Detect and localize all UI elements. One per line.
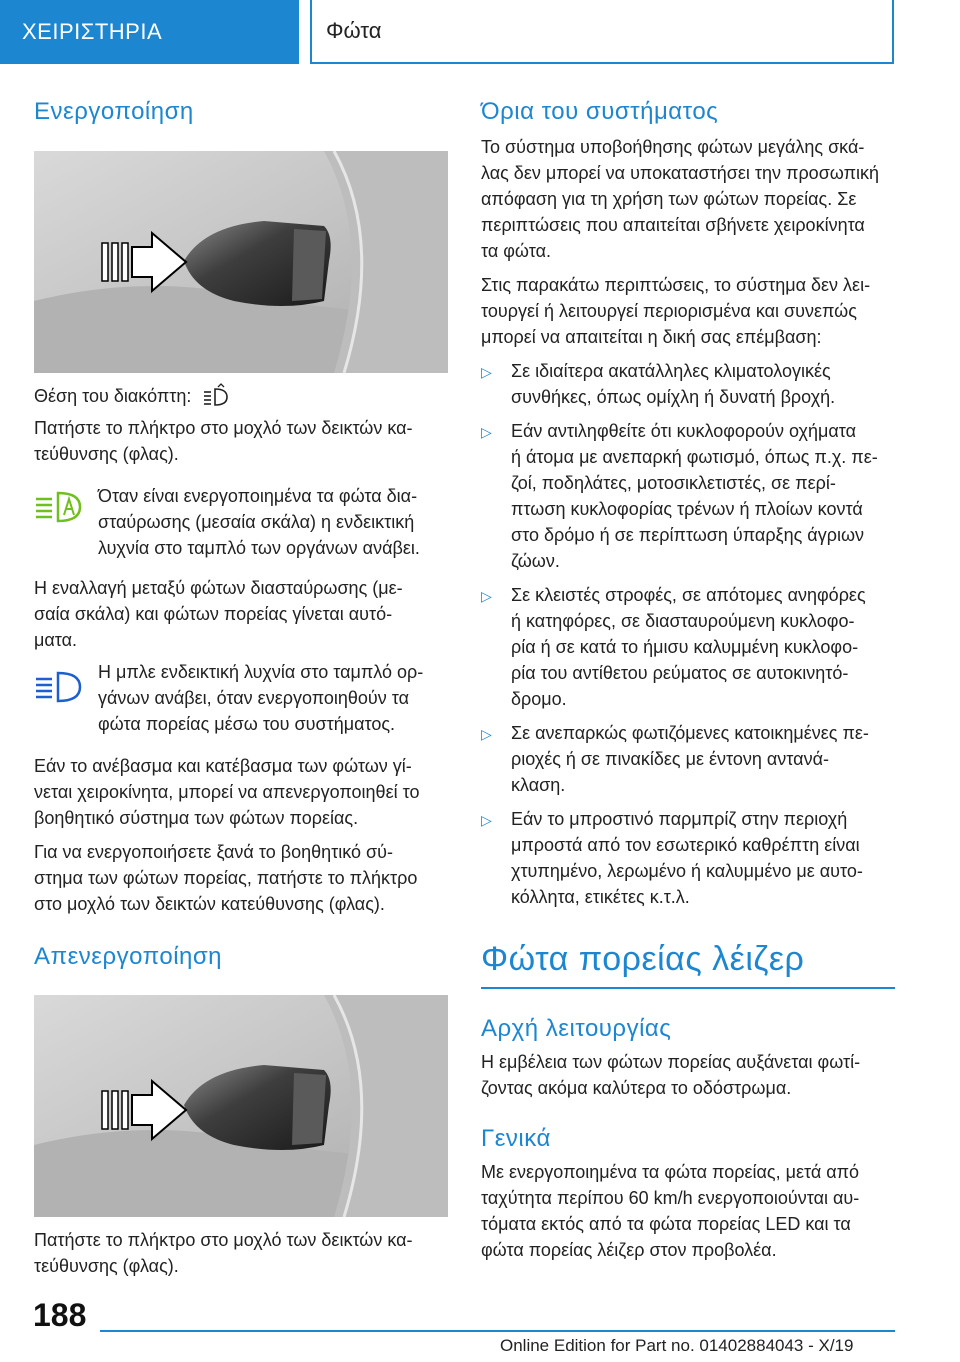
heading-system-limits: Όρια του συστήματος	[481, 98, 719, 125]
bullet-triangle-icon: ▷	[481, 812, 492, 828]
note-low-beam: Όταν είναι ενεργοποιημένα τα φώτα δια- σταύρωσης (μεσαία σκάλα) η ενδεικτική λυχνία στο ταμπλό των οργάνων ανάβει.	[34, 483, 448, 561]
list-item: ▷ Σε κλειστές στροφές, σε απότομες ανηφόρες ή κατηφόρες, σε διασταυρούμενη κυκλοφο- ρία ή σε κατά το ήμισυ καλυμμένη κυκλοφο- ρία του αντίθετου ρεύματος σε αυτοκινητό- δρομο.	[481, 582, 895, 712]
right-column	[481, 98, 895, 1263]
high-beam-indicator-icon	[34, 667, 84, 709]
list-item: ▷ Σε ιδιαίτερα ακατάλληλες κλιματολογικές συνθήκες, όπως ομίχλη ή δυνατή βροχή.	[481, 358, 895, 410]
lever-illustration	[34, 995, 448, 1217]
left-column	[34, 98, 448, 1279]
switch-position-text: Θέση του διακόπτη:	[34, 383, 448, 409]
press-button-text-2: Πατήστε το πλήκτρο στο μοχλό των δεικτών κα- τεύθυνσης (φλας).	[34, 1230, 413, 1276]
chapter-title: Φώτα	[326, 18, 382, 43]
chapter-tab	[310, 0, 894, 64]
heading-principle: Αρχή λειτουργίας	[481, 1015, 672, 1042]
general-text: Με ενεργοποιημένα τα φώτα πορείας, μετά από ταχύτητα περίπου 60 km/h ενεργοποιούνται αυ- τόματα εκτός από τα φώτα πορείας LED και τα φώτα πορείας λέιζερ στον προβολέα.	[481, 1162, 860, 1260]
section-tab	[0, 0, 299, 64]
heading-rule	[481, 987, 895, 989]
footer-rule	[100, 1330, 895, 1332]
section-title: ΧΕΙΡΙΣΤΗΡΙΑ	[22, 19, 163, 44]
high-beam-assistant-indicator-icon	[34, 487, 84, 529]
list-item: ▷ Εάν το μπροστινό παρμπρίζ στην περιοχή μπροστά από τον εσωτερικό καθρέπτη είναι χτυπημένο, λερωμένο ή καλυμμένο με αυτο- κόλλητα, ετικέτες κ.τ.λ.	[481, 806, 895, 910]
principle-text: Η εμβέλεια των φώτων πορείας αυξάνεται φωτί- ζοντας ακόμα καλύτερα το οδόστρωμα.	[481, 1052, 861, 1098]
limits-text: Το σύστημα υποβοήθησης φώτων μεγάλης σκά- λας δεν μπορεί να υποκαταστήσει την προσωπική απόφαση για τη χρήση των φώτων πορείας. Σε περιπτώσεις που απαιτείται σβήνετε χειροκίνητα τα φώτα.	[481, 137, 880, 261]
heading-activation: Ενεργοποίηση	[34, 98, 194, 125]
list-item: ▷ Εάν αντιληφθείτε ότι κυκλοφορούν οχήματα ή άτομα με ανεπαρκή φωτισμό, όπως π.χ. πε- ζοί, ποδηλάτες, μοτοσικλετιστές, σε περί- πτωση κυκλοφορίας τρένων ή πλοίων κοντά στο δρόμο ή σε περίπτωση ύπαρξης άγριων ζώων.	[481, 418, 895, 574]
limits-list	[481, 358, 895, 910]
reactivate-text: Για να ενεργοποιήσετε ξανά το βοηθητικό σύ- στημα των φώτων πορείας, πατήστε το πλήκτρο στο μοχλό των δεικτών κατεύθυνσης (φλας).	[34, 842, 418, 914]
lever-illustration	[34, 151, 448, 373]
press-button-text: Πατήστε το πλήκτρο στο μοχλό των δεικτών κα- τεύθυνσης (φλας).	[34, 418, 413, 464]
bullet-triangle-icon: ▷	[481, 588, 492, 604]
lever-photo-activation	[34, 151, 448, 373]
footer-edition: Online Edition for Part no. 01402884043 - X/19	[500, 1336, 854, 1355]
manual-text: Εάν το ανέβασμα και κατέβασμα των φώτων γί- νεται χειροκίνητα, μπορεί να απενεργοποιηθεί το βοηθητικό σύστημα των φώτων πορείας.	[34, 756, 420, 828]
auto-switch-text: Η εναλλαγή μεταξύ φώτων διασταύρωσης (με- σαία σκάλα) και φώτων πορείας γίνεται αυτό- ματα.	[34, 578, 403, 650]
high-beam-assist-icon	[201, 383, 231, 409]
note-high-beam: Η μπλε ενδεικτική λυχνία στο ταμπλό ορ- γάνων ανάβει, όταν ενεργοποιηθούν τα φώτα πορείας μέσω του συστήματος.	[34, 659, 448, 737]
page-number: 188	[33, 1297, 87, 1333]
lever-photo-deactivation	[34, 995, 448, 1217]
bullet-triangle-icon: ▷	[481, 726, 492, 742]
heading-general: Γενικά	[481, 1125, 551, 1152]
heading-laser-lights: Φώτα πορείας λέιζερ	[481, 940, 805, 978]
heading-deactivation: Απενεργοποίηση	[34, 943, 223, 970]
cases-text: Στις παρακάτω περιπτώσεις, το σύστημα δεν λει- τουργεί ή λειτουργεί περιορισμένα και συνεπώς μπορεί να απαιτείται η δική σας επέμβαση:	[481, 275, 871, 347]
bullet-triangle-icon: ▷	[481, 424, 492, 440]
bullet-triangle-icon: ▷	[481, 364, 492, 380]
list-item: ▷ Σε ανεπαρκώς φωτιζόμενες κατοικημένες πε- ριοχές ή σε πινακίδες με έντονη αντανά- κλαση.	[481, 720, 895, 798]
